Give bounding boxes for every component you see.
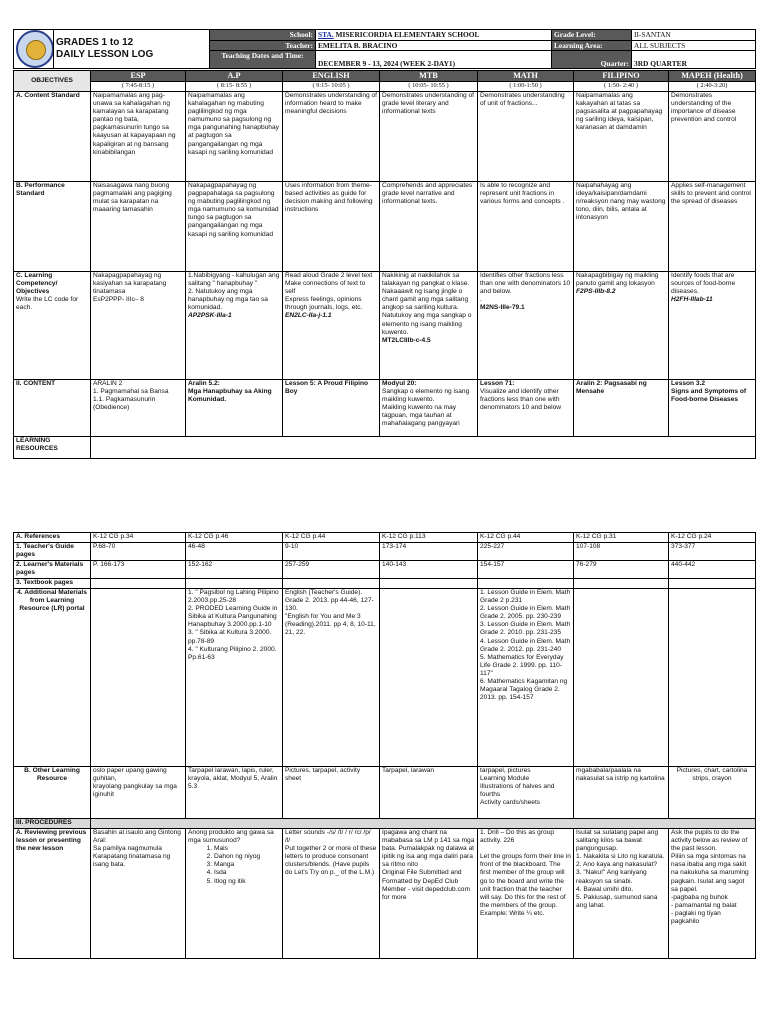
competency-note: Write the LC code for each. <box>16 296 79 312</box>
ref-ap: K-12 CG p.46 <box>186 533 283 543</box>
deped-seal-icon <box>16 30 54 68</box>
tg-filipino: 107-108 <box>574 543 669 561</box>
lm-english: 257-259 <box>283 561 380 579</box>
performance-standard-english: Uses information from theme-based activities as guide for decision making and following instructions <box>283 182 380 272</box>
competency-math: Identifies other fractions less than one with denominators 10 and below. . M2NS-IIIe-79.1 <box>478 272 574 380</box>
ref-mapeh: K-12 CG p.24 <box>669 533 756 543</box>
lm-filipino: 76-279 <box>574 561 669 579</box>
review-esp: Basahin at isaulo ang Gintong Aral: Sa pamilya nagmumula Karapatang tinatamasa ng isang bata. <box>91 829 186 959</box>
textbook-pages-label: 3. Textbook pages <box>14 579 91 589</box>
tg-esp: P.68-70 <box>91 543 186 561</box>
additional-materials-label: 4. Additional Materials from Learning Resource (LR) portal <box>14 589 91 767</box>
lm-ap: 152-162 <box>186 561 283 579</box>
review-mapeh: Ask the pupils to do the activity below as review of the past lesson. Piliin sa mga sintomas na nasa ibaba ang mga sakit na nakukuha sa maruming pagkain. Isulat ang sagot sa papel. -pagbaba ng buhok - pamamantal ng balat - paglaki ng tiyan pagkahilo <box>669 829 756 959</box>
competency-esp: Nakapagpapahayag ng kasiyahan sa karapatang tinatamasa EsP2PPP- IIIc– 8 <box>91 272 186 380</box>
subject-esp: ESP <box>91 71 186 82</box>
review-ap <box>186 829 283 959</box>
lc-code-mtb: MT2LCIIIb-c-4.5 <box>382 336 431 344</box>
ref-filipino: K-12 CG p.31 <box>574 533 669 543</box>
time-mapeh: ( 2:40-3:20) <box>669 82 756 92</box>
competency-mapeh: Identify foods that are sources of food-borne diseases. H2FH-IIIab-11 <box>669 272 756 380</box>
subject-math: MATH <box>478 71 574 82</box>
title-line-2: DAILY LESSON LOG <box>56 49 154 60</box>
list-item: 2. Dahon ng niyog <box>214 853 280 861</box>
subject-filipino: FILIPINO <box>574 71 669 82</box>
subject-ap: A.P <box>186 71 283 82</box>
content-standard-mtb: Demonstrates understanding of grade level literary and informational texts <box>380 92 478 182</box>
area-value: ALL SUBJECTS <box>632 40 756 51</box>
learning-resources-bar <box>91 437 756 459</box>
content-filipino: Aralin 2: Pagsasabi ng Mensahe <box>574 380 669 437</box>
content-mtb: Modyul 20: Sangkap o elemento ng isang maikling kuwento. Maikling kuwento na may tagpuan, mga tauhan at mahahalagang pangyayari <box>380 380 478 437</box>
quarter-label: Quarter: <box>552 51 632 69</box>
lm-mapeh: 440-442 <box>669 561 756 579</box>
content-standard-esp: Naipamamalas ang pag-unawa sa kahalagahan ng kamalayan sa karapatang pantao ng bata, pagkamasunurin tungo sa kaayusan at kapayapaan ng kapaligiran at ng bansang kinabibilangan <box>91 92 186 182</box>
review-ap-intro: Anong produkto ang gawa sa mga sumusunod? <box>188 829 274 845</box>
competency-label-cell <box>14 272 91 380</box>
teacher-label: Teacher: <box>210 40 316 51</box>
subject-mapeh: MAPEH (Health) <box>669 71 756 82</box>
references-label: A. References <box>14 533 91 543</box>
lesson-table-page1 <box>13 70 756 459</box>
content-math: Lesson 71: Visualize and identify other fractions less than one with denominators 10 and below <box>478 380 574 437</box>
other-mapeh: Pictures, chart, cartolina strips, crayon <box>669 767 756 819</box>
procedures-label: III. PROCEDURES <box>14 819 91 829</box>
ref-mtb: K-12 CG p.113 <box>380 533 478 543</box>
reviewing-label: A. Reviewing previous lesson or presenting the new lesson <box>14 829 91 959</box>
grade-value: II-SANTAN <box>632 30 756 41</box>
ref-math: K-12 CG p.44 <box>478 533 574 543</box>
performance-standard-label: B. Performance Standard <box>14 182 91 272</box>
procedures-bar <box>91 819 756 829</box>
competency-ap: 1.Nabibigyang - kahulugan ang salitang " hanapbuhay " 2. Natutukoy ang mga hanapbuhay ng mga tao sa komunidad. AP2PSK-IIIa-1 <box>186 272 283 380</box>
content-esp: ARALIN 2 1. Pagmamahal sa Bansa 1.1. Pagkamasunurin (Obedience) <box>91 380 186 437</box>
lesson-table-page2 <box>13 532 756 959</box>
objectives-label: OBJECTIVES <box>14 71 91 92</box>
time-ap: ( 8:15- 8:55 ) <box>186 82 283 92</box>
time-mtb: ( 10:05- 10:55 ) <box>380 82 478 92</box>
other-esp: oslo paper upang gawing guhitan, krayolang pangkulay sa mga iginuhit <box>91 767 186 819</box>
performance-standard-math: Is able to recognize and represent unit fractions in various forms and concepts . <box>478 182 574 272</box>
content-standard-ap: Naipamamalas ang kahalagahan ng mabuting paglilingkod ng mga namumuno sa pagsulong ng mga pangunahing hanapbuhay at pagtugon sa pangangailangan ng mga kasapi ng sariling komunidad <box>186 92 283 182</box>
teacher-value: EMELITA B. BRACINO <box>316 40 552 51</box>
performance-standard-filipino: Naipahahayag ang ideya/kaisipan/damdami n/reaksyon nang may wastong tono, diin, bilis, antala at intonasyon <box>574 182 669 272</box>
tg-mtb: 173-174 <box>380 543 478 561</box>
tg-math: 225-227 <box>478 543 574 561</box>
lm-mtb: 140-143 <box>380 561 478 579</box>
other-english: Pictures, tarpapel, activity sheet <box>283 767 380 819</box>
review-ap-list <box>188 845 280 885</box>
ref-esp: K-12 CG p.34 <box>91 533 186 543</box>
performance-standard-esp: Naisasagawa nang buong pagmamalaki ang pagiging mulat sa karapatan na maaaring tamasahin <box>91 182 186 272</box>
competency-filipino: Nakapagbibigay ng maikling panuto gamit ang lokasyon F2PS-IIIb-8.2 <box>574 272 669 380</box>
quarter-value: 3RD QUARTER <box>632 51 756 69</box>
review-filipino: Isulat sa sulatang papel ang salitang kilos sa bawat pangungusap. 1. Nakakita si Lito ng karatula. 2. Ano kaya ang nakasulat? 3. "Naku!" Ang kaniyang reaksyon sa sinabi. 4. Bawal umihi dito. 5. Pakiusap, sumunod sana ang lahat. <box>574 829 669 959</box>
time-math: ( 1:00-1:50 ) <box>478 82 574 92</box>
additional-filipino <box>574 589 669 767</box>
deped-seal <box>14 30 54 69</box>
lm-pages-label: 2. Learner's Materials pages <box>14 561 91 579</box>
additional-esp <box>91 589 186 767</box>
school-label: School: <box>210 30 316 41</box>
dates-value: DECEMBER 9 - 13, 2024 (WEEK 2-DAY1) <box>316 51 552 69</box>
content-label: II. CONTENT <box>14 380 91 437</box>
tg-mapeh: 373-377 <box>669 543 756 561</box>
lc-code-english: EN2LC-IIa-j-1.1 <box>285 312 332 320</box>
lc-code-ap: AP2PSK-IIIa-1 <box>188 312 232 320</box>
area-label: Learning Area: <box>552 40 632 51</box>
tg-ap: 46-48 <box>186 543 283 561</box>
dll-title <box>54 30 210 69</box>
title-line-1: GRADES 1 to 12 <box>56 37 134 48</box>
tg-english: 9-10 <box>283 543 380 561</box>
grade-label: Grade Level: <box>552 30 632 41</box>
content-standard-mapeh: Demonstrates understanding of the importance of disease prevention and control <box>669 92 756 182</box>
content-mapeh: Lesson 3.2 Signs and Symptoms of Food-borne Diseases <box>669 380 756 437</box>
performance-standard-mtb: Comprehends and appreciates grade level narrative and informational texts. <box>380 182 478 272</box>
ref-english: K-12 CG p.44 <box>283 533 380 543</box>
header-table <box>13 29 756 69</box>
other-math: tarpapel, pictures Learning Module Illustrations of halves and fourths Activity cards/sheets <box>478 767 574 819</box>
list-item: 1. Mais <box>214 845 280 853</box>
content-english: Lesson 5: A Proud Filipino Boy <box>283 380 380 437</box>
lm-esp: P. 166-173 <box>91 561 186 579</box>
subject-english: ENGLISH <box>283 71 380 82</box>
school-prefix: STA. <box>318 30 334 39</box>
additional-english: English (Teacher's Guide). Grade 2. 2013. pp 44-46, 127-130. "English for You and Me 3 (Reading).2011. pp 4, 8, 10-11, 21, 22. <box>283 589 380 767</box>
content-standard-label: A. Content Standard <box>14 92 91 182</box>
other-filipino: mgababala/paalala na nakasulat sa istrip ng kartolina <box>574 767 669 819</box>
time-english: ( 9:15- 10:05 ) <box>283 82 380 92</box>
school-value <box>316 30 552 41</box>
tg-pages-label: 1. Teacher's Guide pages <box>14 543 91 561</box>
time-filipino: ( 1:50- 2:40 ) <box>574 82 669 92</box>
additional-mapeh <box>669 589 756 767</box>
review-english: Letter sounds -/s/ /t/ / r/ /c/ /p/ /l/ Put together 2 or more of these letters to produce consonant clusters/blends. (Have pupils do Let's Try on p._ of the L.M.) <box>283 829 380 959</box>
review-math: 1. Drill – Do this as group activity. 226 Let the groups form their line in front of the blackboard. The first member of the group will go to the board and write the unit fraction that the teacher will say. Do this for the rest of the members of the group. Example: Write ¼ etc. <box>478 829 574 959</box>
list-item: 4. Isda <box>214 869 280 877</box>
other-resources-label: B. Other Learning Resource <box>14 767 91 819</box>
lc-code-esp: EsP2PPP- IIIc– 8 <box>93 296 144 304</box>
dates-label: Teaching Dates and Time: <box>210 51 316 69</box>
competency-english: Read aloud Grade 2 level text Make connections of text to self Express feelings, opinions through journals, logs, etc. EN2LC-IIa-j-1.1 <box>283 272 380 380</box>
performance-standard-ap: Nakapagpapahayag ng pagpapahalaga sa pagsulong ng mabuting paglilingkod ng mga namumuno sa komunidad tungo sa pagtugon sa pangangailangan ng mga kasapi ng sariling komunidad <box>186 182 283 272</box>
lc-code-mapeh: H2FH-IIIab-11 <box>671 296 713 304</box>
competency-label: C. Learning Competency/ Objectives <box>16 272 58 296</box>
lm-math: 154-157 <box>478 561 574 579</box>
list-item: 3. Manga <box>214 861 280 869</box>
lc-code-math: M2NS-IIIe-79.1 <box>480 304 525 312</box>
additional-math: 1. Lesson Guide in Elem. Math Grade 2 p.231 2. Lesson Guide in Elem. Math Grade 2. 2005. pp. 230-239 3. Lesson Guide in Elem. Math Grade 2. 2010. pp. 231-235 4. Lesson Guide in Elem. Math Grade 2. 2012. pp. 231-240 5. Mathematics for Everyday Life Grade 2. 1999. pp. 110-117" 6. Mathematics Kagamitan ng Magaaral Tagalog Grade 2. 2013. pp. 154-157 <box>478 589 574 767</box>
content-standard-math: Demonstrates understanding of unit of fractions... <box>478 92 574 182</box>
content-standard-english: Demonstrates understanding of information heard to make meaningful decisions <box>283 92 380 182</box>
other-mtb: Tarpapel, larawan <box>380 767 478 819</box>
additional-ap: 1. " Pagsibol ng Lahing Pilipino 2.2003.pp.25-28 2. PRODED Learning Guide in Sibika at Kultura Pangunahing Hanapbuhay 3.2000.pp.1-10 3. " Sibika at Kultura 3.2000. pp.78-89 4. " Kulturang Pilipino 2. 2000. Pp.61-63 <box>186 589 283 767</box>
additional-mtb <box>380 589 478 767</box>
competency-mtb: Nakikinig at nakikilahok sa talakayan ng pangkat o klase. Nakaaawit ng isang jingle o chant gamit ang mga salitang angkop sa sariling kultura. Natutukoy ang mga sangkap o elemento ng isang maikling kuwento. MT2LCIIIb-c-4.5 <box>380 272 478 380</box>
content-standard-filipino: Naipamamalas ang kakayahan at tatas sa pagsasalita at pagpapahayag ng sariling ideya, kaisipan, karanasan at damdamin <box>574 92 669 182</box>
subject-mtb: MTB <box>380 71 478 82</box>
list-item: 5. Itlog ng itik <box>214 878 280 886</box>
school-name: MISERICORDIA ELEMENTARY SCHOOL <box>335 30 480 39</box>
performance-standard-mapeh: Applies self-management skills to prevent and control the spread of diseases <box>669 182 756 272</box>
learning-resources-label: LEARNING RESOURCES <box>14 437 91 459</box>
time-esp: ( 7:45-8:15 ) <box>91 82 186 92</box>
lc-code-filipino: F2PS-IIIb-8.2 <box>576 288 616 296</box>
review-mtb: Ipagawa ang chant na mababasa sa LM p 141 sa mga bata. Pumalakpak ng dalawa at ipitik ng isa ang mga daliri para sa ritmo nito Original File Submitted and Formatted by DepEd Club Member - visit depedclub.com for more <box>380 829 478 959</box>
content-ap: Aralin 5.2: Mga Hanapbuhay sa Aking Komunidad. <box>186 380 283 437</box>
other-ap: Tarpapel larawan, lapis, ruler, krayola, aklat, Modyul 5, Aralin 5.3 <box>186 767 283 819</box>
